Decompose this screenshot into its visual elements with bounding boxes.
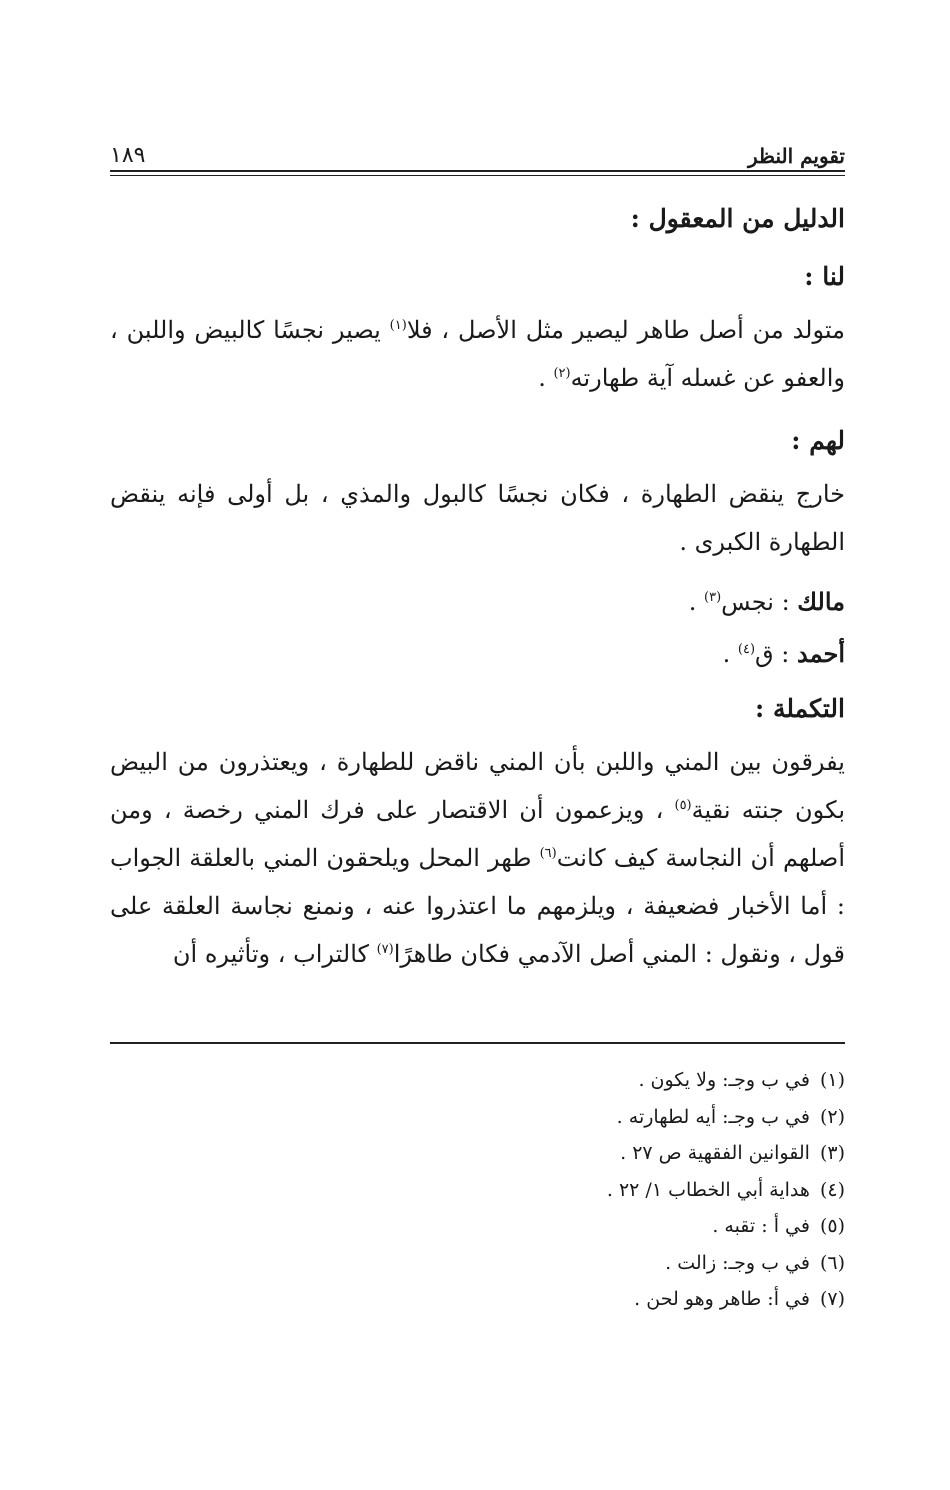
ours-text-b: يصير نجسًا كالبيض واللبن ، والعفو عن غسله آية طهارته [110, 316, 845, 392]
book-title: تقويم النظر [748, 144, 845, 168]
header-rule-thick [110, 170, 845, 172]
section-heading: الدليل من المعقول : [630, 204, 845, 233]
theirs-paragraph: خارج ينقض الطهارة ، فكان نجسًا كالبول والمذي ، بل أولى فإنه ينقض الطهارة الكبرى . [110, 480, 845, 556]
footnotes [110, 1062, 845, 1318]
footnote-text: القوانين الفقهية ص ٢٧ . [620, 1142, 810, 1164]
ahmad-end: . [722, 640, 738, 668]
footnote-ref-5: (٥) [674, 798, 692, 813]
footnote-number: (٣) [819, 1142, 845, 1164]
malik-sep: : [773, 588, 798, 616]
ahmad-ruling: ق [755, 640, 774, 668]
footnote-6 [110, 1245, 845, 1282]
ours-label: لنا : [804, 262, 845, 291]
ahmad-line [110, 628, 845, 680]
ahmad-sep: : [773, 640, 798, 668]
footnote-number: (٤) [819, 1178, 845, 1201]
ahmad-name: أحمد [797, 639, 845, 668]
footnote-text: في ب وجـ: ولا يكون . [638, 1069, 810, 1091]
completion-text-b: ، ويزعمون أن الاقتصار على فرك المني رخصة ، ومن أصلهم أن النجاسة كيف كانت [110, 796, 845, 872]
footnote-number: (٦) [819, 1251, 845, 1274]
completion-paragraph [110, 738, 845, 978]
malik-name: مالك [797, 587, 845, 616]
completion-text-d: كالتراب ، وتأثيره أن [172, 940, 377, 968]
footnote-number: (١) [819, 1069, 845, 1091]
footnote-5 [110, 1208, 845, 1245]
malik-end: . [688, 588, 705, 616]
footnote-4 [110, 1172, 845, 1209]
header-rule-thin [110, 175, 845, 176]
malik-line [110, 576, 845, 628]
footnote-7 [110, 1281, 845, 1318]
footnote-text: في أ : تقبه . [712, 1215, 810, 1237]
footnote-number: (٧) [819, 1288, 845, 1310]
footnote-ref-2: (٢) [553, 366, 571, 381]
malik-ruling: نجس [721, 588, 774, 616]
ours-text-a: متولد من أصل طاهر ليصير مثل الأصل ، فلا [406, 316, 845, 344]
footnote-number: (٥) [819, 1215, 845, 1237]
ours-paragraph [110, 306, 845, 402]
footnote-ref-7: (٧) [376, 942, 394, 957]
footnote-text: هداية أبي الخطاب ١/ ٢٢ . [606, 1178, 810, 1201]
footnote-text: في ب وجـ: زالت . [665, 1251, 810, 1274]
footnote-2 [110, 1099, 845, 1136]
theirs-label: لهم : [791, 426, 845, 455]
footnote-ref-4: (٤) [737, 642, 756, 657]
running-header [110, 128, 845, 168]
completion-text-a: يفرقون بين المني واللبن بأن المني ناقض للطهارة ، ويعتذرون من البيض بكون جنته نقية [110, 748, 845, 824]
completion-text-c: طهر المحل ويلحقون المني بالعلقة الجواب : أما الأخبار فضعيفة ، ويلزمهم ما اعتذروا عنه ، ونمنع نجاسة العلقة على قول ، ونقول : المني أصل الآدمي فكان طاهرًا [110, 844, 846, 968]
footnote-separator [110, 1042, 845, 1044]
completion-label: التكملة : [755, 694, 845, 723]
main-text [110, 190, 845, 978]
footnote-text: في أ: طاهر وهو لحن . [634, 1288, 810, 1310]
footnote-number: (٢) [819, 1105, 845, 1128]
spacer [110, 566, 845, 576]
spacer [110, 402, 845, 412]
footnote-1 [110, 1062, 845, 1099]
footnote-text: في ب وجـ: أيه لطهارته . [616, 1105, 810, 1128]
footnote-ref-1: (١) [389, 318, 407, 333]
ours-text-c: . [538, 364, 554, 392]
footnote-3 [110, 1135, 845, 1172]
footnote-ref-3: (٣) [704, 590, 722, 605]
page-number: ١٨٩ [110, 143, 146, 168]
footnote-ref-6: (٦) [539, 846, 557, 861]
